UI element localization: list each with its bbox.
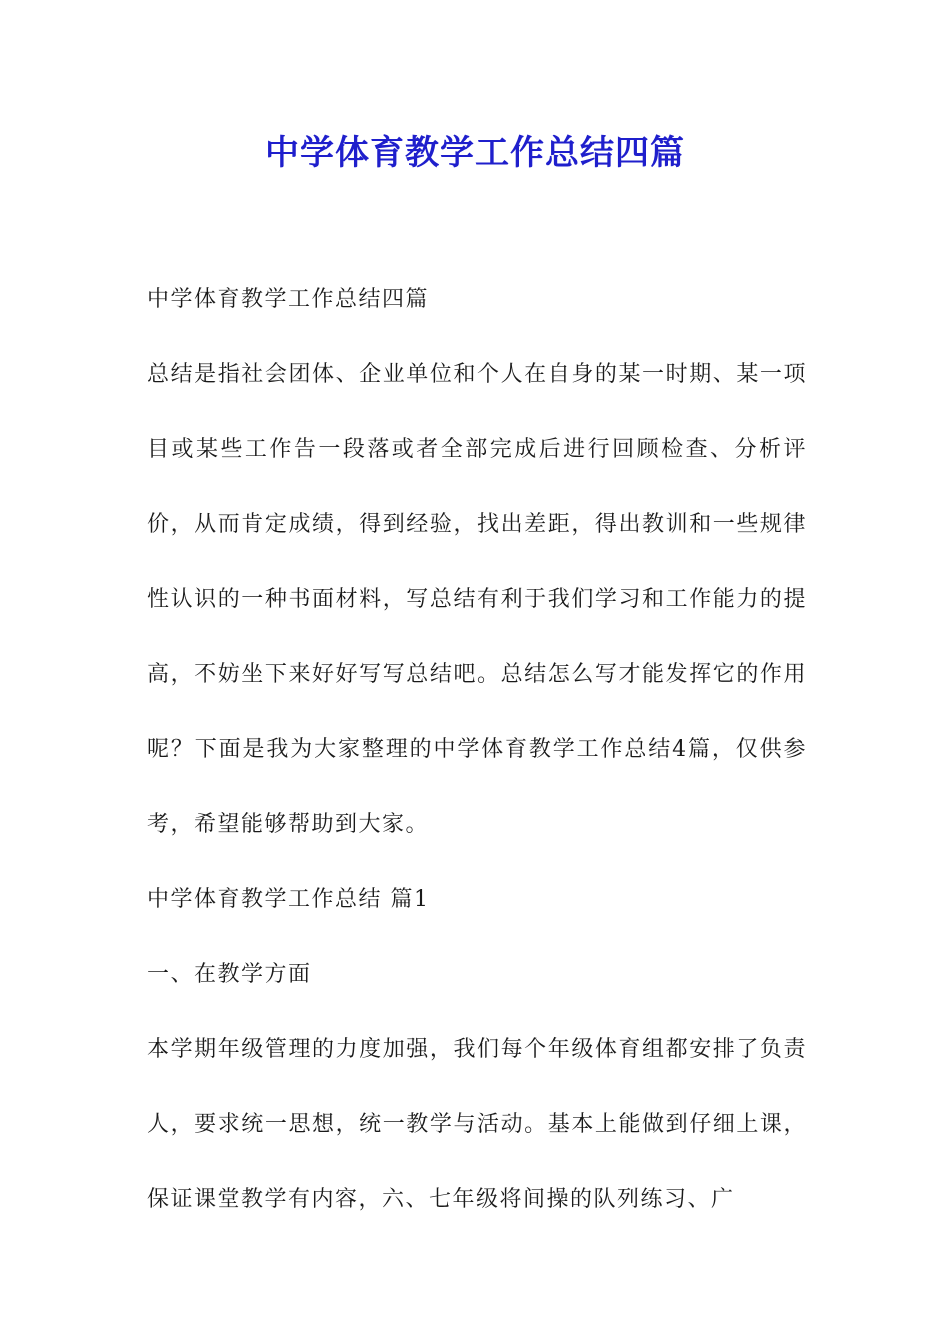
section-heading: 中学体育教学工作总结 篇1	[147, 887, 430, 912]
subsection-heading: 一、在教学方面	[147, 962, 312, 987]
document-title: 中学体育教学工作总结四篇	[265, 133, 685, 173]
document-body	[147, 262, 807, 1237]
paragraph-intro: 总结是指社会团体、企业单位和个人在自身的某一时期、某一项目或某些工作告一段落或者全部完成后进行回顾检查、分析评价，从而肯定成绩，得到经验，找出差距，得出教训和一些规律性认识的一种书面材料，写总结有利于我们学习和工作能力的提高，不妨坐下来好好写写总结吧。总结怎么写才能发挥它的作用呢？下面是我为大家整理的中学体育教学工作总结4篇，仅供参考，希望能够帮助到大家。	[147, 362, 807, 837]
paragraph-body: 本学期年级管理的力度加强，我们每个年级体育组都安排了负责人，要求统一思想，统一教学与活动。基本上能做到仔细上课，保证课堂教学有内容，六、七年级将间操的队列练习、广	[147, 1037, 807, 1212]
paragraph-subtitle: 中学体育教学工作总结四篇	[147, 287, 430, 312]
